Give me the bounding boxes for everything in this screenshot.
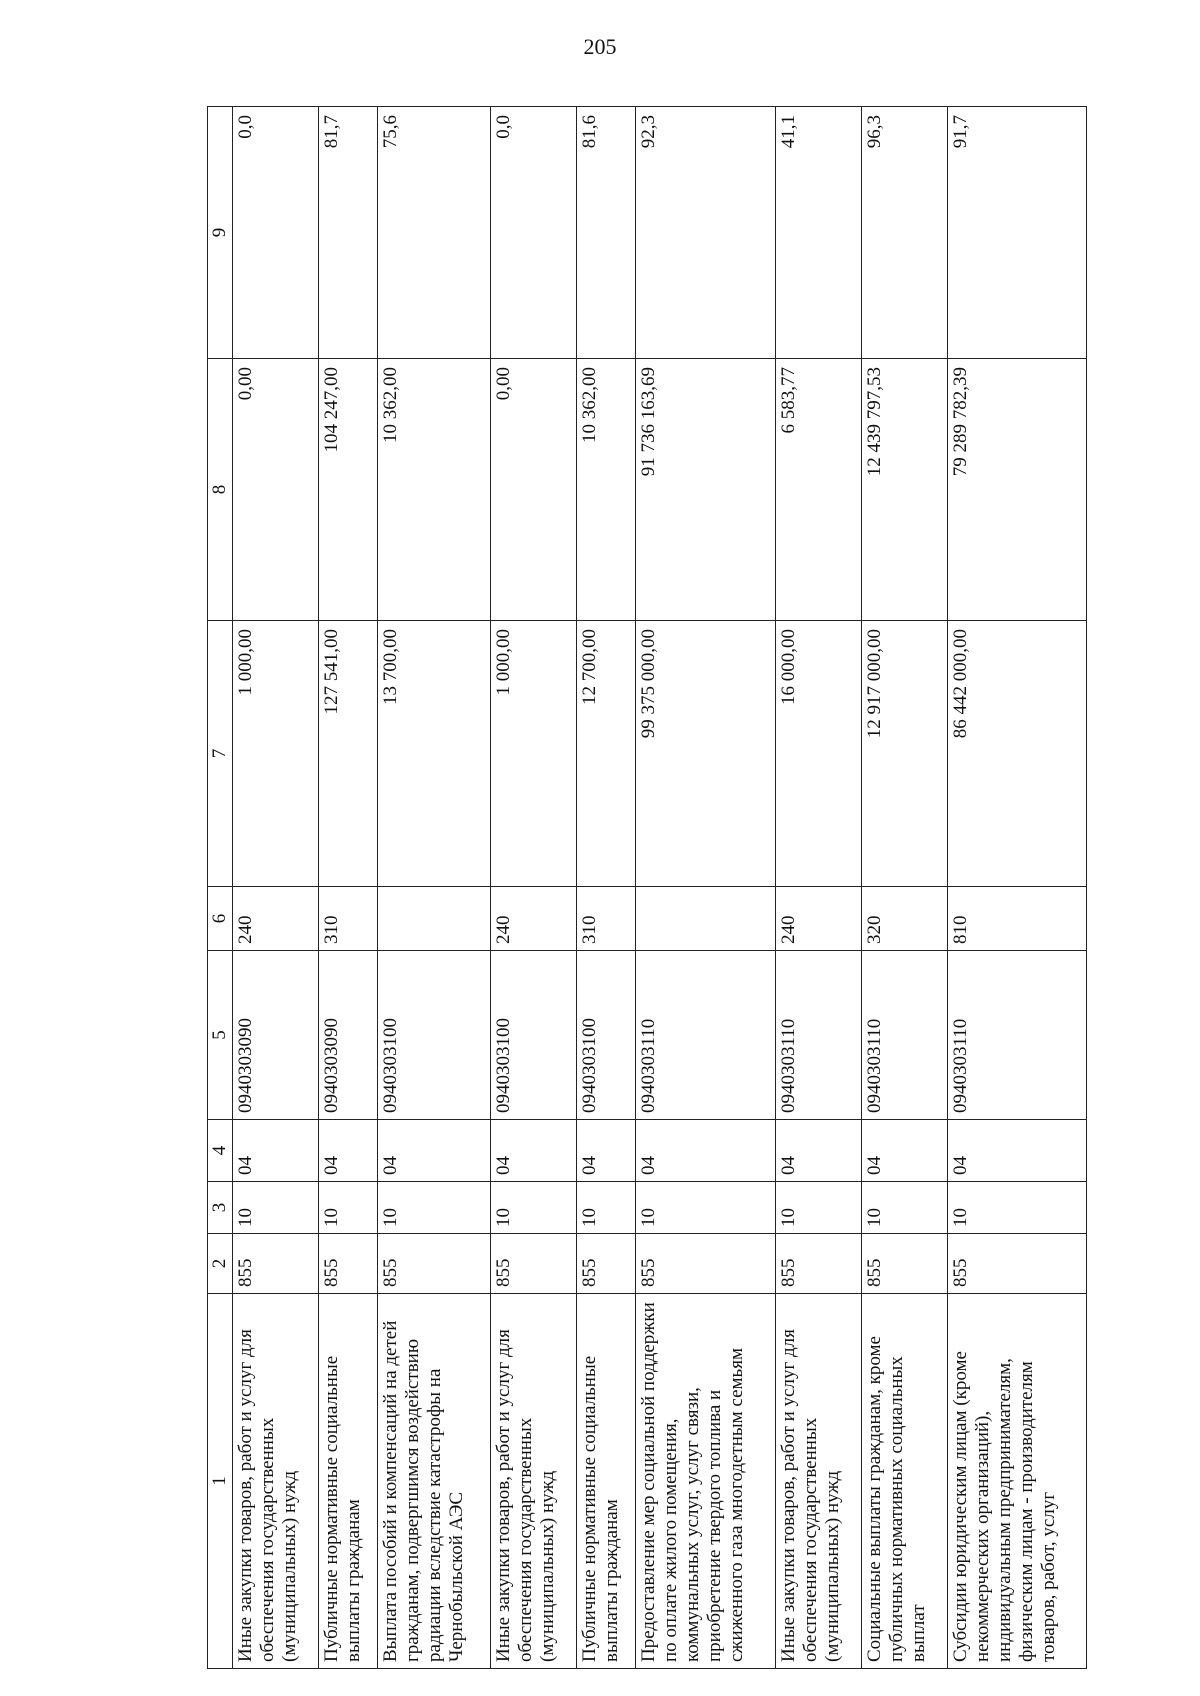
subsection-cell: 04 [233, 1120, 319, 1182]
executed-amount-cell: 10 362,00 [378, 359, 491, 621]
table-row [577, 107, 636, 1669]
department-code-cell: 855 [319, 1234, 378, 1294]
department-code-cell: 855 [491, 1234, 577, 1294]
planned-amount-cell: 99 375 000,00 [636, 621, 775, 887]
expense-name-cell: Публичные нормативные социальные выплаты гражданам [319, 1294, 378, 1669]
header-cell: 4 [208, 1120, 233, 1182]
subsection-cell: 04 [775, 1120, 861, 1182]
header-cell: 1 [208, 1294, 233, 1669]
header-cell: 5 [208, 951, 233, 1120]
executed-amount-cell: 104 247,00 [319, 359, 378, 621]
header-cell: 8 [208, 359, 233, 621]
planned-amount-cell: 1 000,00 [233, 621, 319, 887]
expense-type-cell [636, 887, 775, 951]
percent-executed-cell: 41,1 [775, 107, 861, 359]
target-article-cell: 0940303110 [636, 951, 775, 1120]
expense-name-cell: Публичные нормативные социальные выплаты гражданам [577, 1294, 636, 1669]
section-cell: 10 [861, 1182, 947, 1234]
planned-amount-cell: 127 541,00 [319, 621, 378, 887]
table-row [319, 107, 378, 1669]
department-code-cell: 855 [636, 1234, 775, 1294]
department-code-cell: 855 [577, 1234, 636, 1294]
header-cell: 9 [208, 107, 233, 359]
budget-table [207, 106, 1087, 1669]
section-cell: 10 [319, 1182, 378, 1234]
target-article-cell: 0940303100 [491, 951, 577, 1120]
planned-amount-cell: 12 700,00 [577, 621, 636, 887]
expense-name-cell: Субсидии юридическим лицам (кроме некоммерческих организаций), индивидуальным предпринимателям, физическим лицам - производителям товаров, работ, услуг [947, 1294, 1086, 1669]
percent-executed-cell: 91,7 [947, 107, 1086, 359]
subsection-cell: 04 [636, 1120, 775, 1182]
percent-executed-cell: 75,6 [378, 107, 491, 359]
target-article-cell: 0940303110 [947, 951, 1086, 1120]
percent-executed-cell: 0,0 [233, 107, 319, 359]
table-row [775, 107, 861, 1669]
table-row [233, 107, 319, 1669]
section-cell: 10 [636, 1182, 775, 1234]
percent-executed-cell: 0,0 [491, 107, 577, 359]
expense-type-cell: 320 [861, 887, 947, 951]
section-cell: 10 [775, 1182, 861, 1234]
subsection-cell: 04 [491, 1120, 577, 1182]
expense-type-cell [378, 887, 491, 951]
planned-amount-cell: 13 700,00 [378, 621, 491, 887]
expense-type-cell: 240 [491, 887, 577, 951]
table-row [491, 107, 577, 1669]
subsection-cell: 04 [577, 1120, 636, 1182]
table-row [378, 107, 491, 1669]
table-row [947, 107, 1086, 1669]
header-cell: 6 [208, 887, 233, 951]
table-row [861, 107, 947, 1669]
planned-amount-cell: 1 000,00 [491, 621, 577, 887]
department-code-cell: 855 [233, 1234, 319, 1294]
executed-amount-cell: 10 362,00 [577, 359, 636, 621]
subsection-cell: 04 [861, 1120, 947, 1182]
planned-amount-cell: 12 917 000,00 [861, 621, 947, 887]
subsection-cell: 04 [947, 1120, 1086, 1182]
section-cell: 10 [491, 1182, 577, 1234]
target-article-cell: 0940303110 [775, 951, 861, 1120]
executed-amount-cell: 6 583,77 [775, 359, 861, 621]
expense-name-cell: Предоставление мер социальной поддержки по оплате жилого помещения, коммунальных услуг, услуг связи, приобретение твердого топлива и сжиженного газа многодетным семьям [636, 1294, 775, 1669]
planned-amount-cell: 86 442 000,00 [947, 621, 1086, 887]
percent-executed-cell: 96,3 [861, 107, 947, 359]
percent-executed-cell: 92,3 [636, 107, 775, 359]
page-number: 205 [583, 34, 617, 59]
header-cell: 7 [208, 621, 233, 887]
table-container [207, 107, 1087, 1669]
planned-amount-cell: 16 000,00 [775, 621, 861, 887]
target-article-cell: 0940303100 [577, 951, 636, 1120]
header-cell: 2 [208, 1234, 233, 1294]
executed-amount-cell: 12 439 797,53 [861, 359, 947, 621]
target-article-cell: 0940303090 [319, 951, 378, 1120]
table-body [233, 107, 1087, 1669]
executed-amount-cell: 0,00 [491, 359, 577, 621]
expense-name-cell: Иные закупки товаров, работ и услуг для обеспечения государственных (муниципальных) нужд [491, 1294, 577, 1669]
expense-type-cell: 810 [947, 887, 1086, 951]
percent-executed-cell: 81,6 [577, 107, 636, 359]
section-cell: 10 [233, 1182, 319, 1234]
expense-name-cell: Выплата пособий и компенсаций на детей гражданам, подвергшимся воздействию радиации вследствие катастрофы на Чернобыльской АЭС [378, 1294, 491, 1669]
table-row [636, 107, 775, 1669]
department-code-cell: 855 [947, 1234, 1086, 1294]
expense-name-cell: Социальные выплаты гражданам, кроме публичных нормативных социальных выплат [861, 1294, 947, 1669]
section-cell: 10 [378, 1182, 491, 1234]
executed-amount-cell: 91 736 163,69 [636, 359, 775, 621]
target-article-cell: 0940303100 [378, 951, 491, 1120]
percent-executed-cell: 81,7 [319, 107, 378, 359]
expense-type-cell: 310 [319, 887, 378, 951]
department-code-cell: 855 [775, 1234, 861, 1294]
department-code-cell: 855 [378, 1234, 491, 1294]
expense-type-cell: 240 [233, 887, 319, 951]
header-row [208, 107, 233, 1669]
expense-name-cell: Иные закупки товаров, работ и услуг для обеспечения государственных (муниципальных) нужд [775, 1294, 861, 1669]
expense-type-cell: 310 [577, 887, 636, 951]
executed-amount-cell: 79 289 782,39 [947, 359, 1086, 621]
header-cell: 3 [208, 1182, 233, 1234]
executed-amount-cell: 0,00 [233, 359, 319, 621]
subsection-cell: 04 [319, 1120, 378, 1182]
section-cell: 10 [577, 1182, 636, 1234]
target-article-cell: 0940303110 [861, 951, 947, 1120]
subsection-cell: 04 [378, 1120, 491, 1182]
department-code-cell: 855 [861, 1234, 947, 1294]
expense-type-cell: 240 [775, 887, 861, 951]
expense-name-cell: Иные закупки товаров, работ и услуг для обеспечения государственных (муниципальных) нужд [233, 1294, 319, 1669]
target-article-cell: 0940303090 [233, 951, 319, 1120]
section-cell: 10 [947, 1182, 1086, 1234]
